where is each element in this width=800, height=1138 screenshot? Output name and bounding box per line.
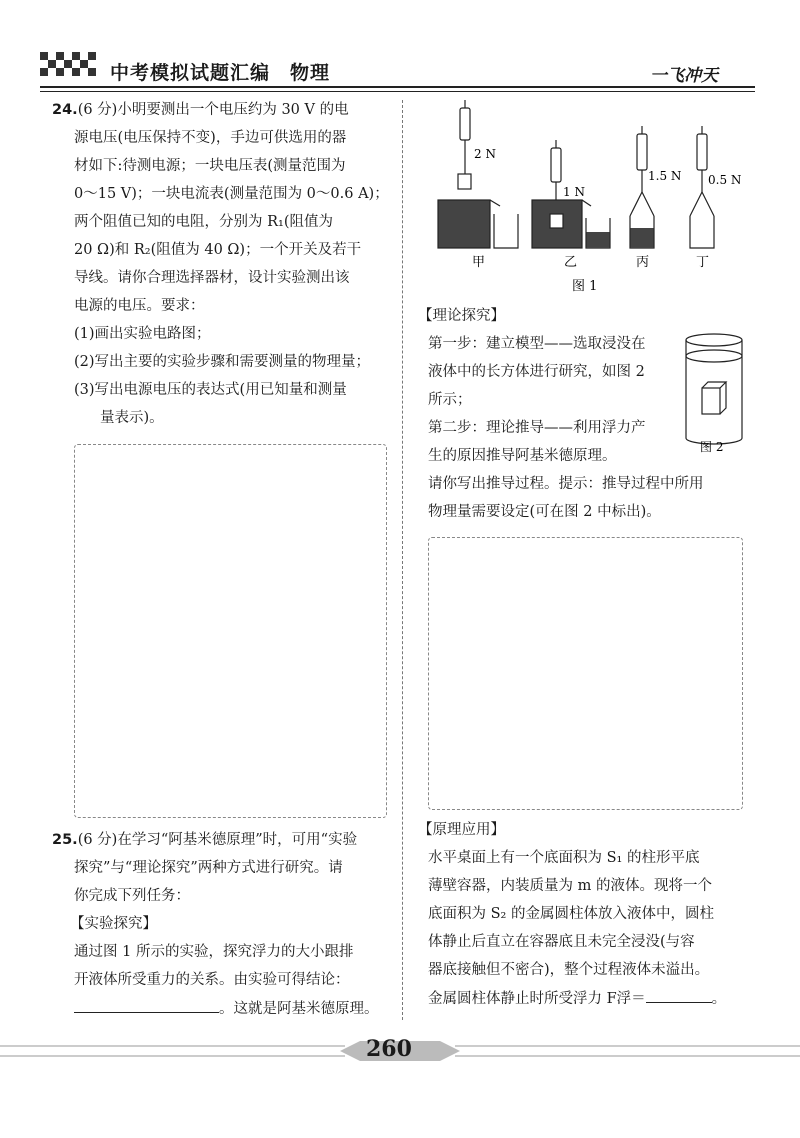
buoyancy-blank[interactable] bbox=[646, 984, 712, 1003]
header-logo-pattern bbox=[40, 52, 102, 82]
q24-line: 导线。请你合理选择器材，设计实验测出该 bbox=[74, 270, 350, 286]
apply-end: 。 bbox=[711, 991, 727, 1007]
q25-line: 探究”与“理论探究”两种方式进行研究。请 bbox=[74, 860, 343, 876]
q25-exp-line: 开液体所受重力的关系。由实验可得结论： bbox=[74, 972, 350, 988]
apply-line: 水平桌面上有一个底面积为 S₁ 的柱形平底 bbox=[428, 850, 700, 866]
reading-4: 0.5 N bbox=[708, 173, 742, 187]
theory-line: 第一步：建立模型——选取浸没在 bbox=[428, 336, 646, 352]
q24-requirement: (1)画出实验电路图； bbox=[74, 326, 211, 342]
theory-line: 生的原因推导阿基米德原理。 bbox=[428, 448, 617, 464]
theory-line: 第二步：理论推导——利用浮力产 bbox=[428, 420, 646, 436]
figure-2-caption: 图 2 bbox=[700, 440, 724, 454]
figure-1-caption: 图 1 bbox=[572, 279, 598, 294]
application-section bbox=[418, 816, 763, 1013]
header-rule bbox=[40, 86, 755, 88]
apply-line: 器底接触但不密合)，整个过程液体未溢出。 bbox=[428, 962, 710, 978]
reading-3: 1.5 N bbox=[648, 169, 682, 183]
q24-line: 两个阻值已知的电阻，分别为 R₁(阻值为 bbox=[74, 214, 333, 230]
label-1: 甲 bbox=[472, 255, 486, 270]
theory-line: 请你写出推导过程。提示：推导过程中所用 bbox=[428, 476, 704, 492]
question-25 bbox=[52, 826, 397, 1023]
q24-line: 源电压(电压保持不变)，手边可供选用的器 bbox=[74, 130, 347, 146]
question-number: 25. bbox=[52, 832, 78, 848]
q24-line: 电源的电压。要求： bbox=[74, 298, 205, 314]
section-title-application: 【原理应用】 bbox=[418, 822, 505, 838]
q24-line: 20 Ω)和 R₂(阻值为 40 Ω)；一个开关及若干 bbox=[74, 242, 362, 258]
theory-line: 物理量需要设定(可在图 2 中标出)。 bbox=[428, 504, 661, 520]
q24-answer-box[interactable] bbox=[74, 444, 387, 818]
apply-line: 薄壁容器，内装质量为 m 的液体。现将一个 bbox=[428, 878, 712, 894]
apply-line: 体静止后直立在容器底且未完全浸没(与容 bbox=[428, 934, 695, 950]
section-title-theory: 【理论探究】 bbox=[418, 308, 505, 324]
section-title-experiment: 【实验探究】 bbox=[70, 916, 157, 932]
figure-2 bbox=[682, 330, 752, 455]
theory-line: 液体中的长方体进行研究，如图 2 bbox=[428, 364, 645, 380]
q24-requirement: 量表示)。 bbox=[100, 410, 164, 426]
question-24 bbox=[52, 96, 392, 432]
reading-2: 1 N bbox=[563, 185, 585, 199]
label-3: 丙 bbox=[636, 255, 650, 270]
label-2: 乙 bbox=[564, 255, 578, 270]
reading-1: 2 N bbox=[474, 147, 496, 161]
q25-exp-line: 通过图 1 所示的实验，探究浮力的大小跟排 bbox=[74, 944, 354, 960]
label-4: 丁 bbox=[696, 255, 710, 270]
conclusion-blank[interactable] bbox=[74, 994, 219, 1013]
header-brand: 一飞冲天 bbox=[650, 66, 718, 86]
figure-1 bbox=[420, 100, 760, 300]
header-title: 中考模拟试题汇编 物理 bbox=[110, 62, 331, 84]
q24-line: 0～15 V)；一块电流表(测量范围为 0～0.6 A)； bbox=[74, 186, 389, 202]
theory-line: 所示； bbox=[428, 392, 472, 408]
column-divider bbox=[402, 100, 403, 1020]
q24-requirement: (2)写出主要的实验步骤和需要测量的物理量； bbox=[74, 354, 371, 370]
q24-line: (6 分)小明要测出一个电压约为 30 V 的电 bbox=[77, 102, 349, 118]
q25-exp-tail: 。这就是阿基米德原理。 bbox=[219, 1001, 379, 1017]
header-rule-thin bbox=[40, 91, 755, 92]
q25-line: 你完成下列任务： bbox=[74, 888, 190, 904]
apply-last: 金属圆柱体静止时所受浮力 F浮＝ bbox=[428, 991, 646, 1007]
q24-requirement: (3)写出电源电压的表达式(用已知量和测量 bbox=[74, 382, 347, 398]
figure-2-drawing bbox=[682, 330, 752, 455]
page-number: 260 bbox=[366, 1036, 412, 1062]
derivation-answer-box[interactable] bbox=[428, 537, 743, 810]
figure-1-drawing bbox=[420, 100, 760, 300]
apply-line: 底面积为 S₂ 的金属圆柱体放入液体中，圆柱 bbox=[428, 906, 714, 922]
q25-line: (6 分)在学习“阿基米德原理”时，可用“实验 bbox=[77, 832, 358, 848]
q24-line: 材如下:待测电源；一块电压表(测量范围为 bbox=[74, 158, 346, 174]
question-number: 24. bbox=[52, 102, 78, 118]
